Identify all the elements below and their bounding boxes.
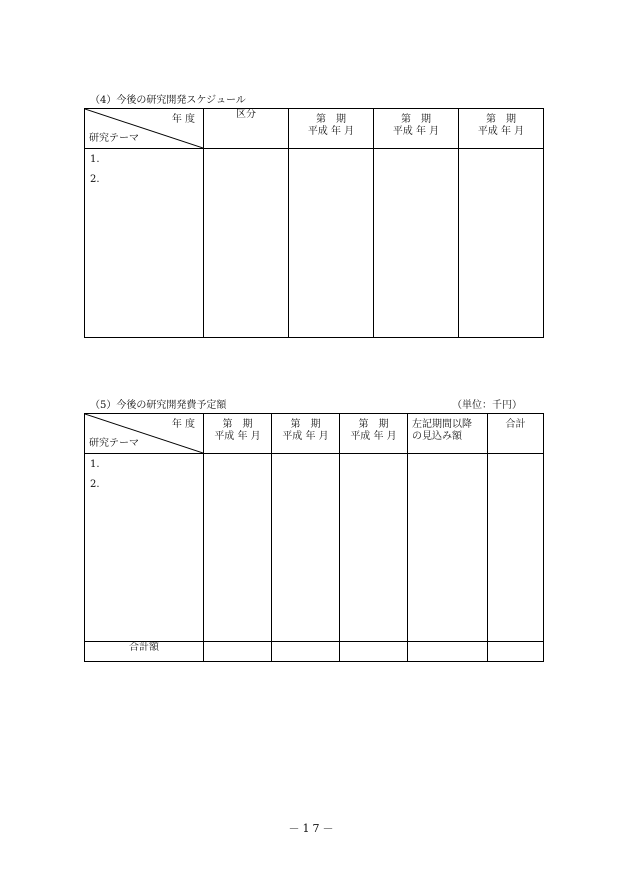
schedule-header-row (85, 109, 544, 149)
period-header-cell (340, 414, 408, 454)
period-date: 平成 年 月 (350, 431, 397, 442)
period-date: 平成 年 月 (214, 431, 261, 442)
beyond-label: 左記期間以降 (412, 419, 472, 430)
schedule-diagonal-header-cell (85, 109, 204, 149)
budget-table (84, 413, 544, 662)
empty-cell (204, 149, 289, 338)
list-item: 2. (90, 479, 100, 490)
period-header-cell (289, 109, 374, 149)
list-item: 1. (90, 459, 100, 470)
schedule-body-row (85, 149, 544, 338)
theme-list-cell (85, 149, 204, 338)
list-item: 2. (90, 174, 100, 185)
empty-cell (340, 642, 408, 662)
period-label: 第 期 (290, 419, 321, 430)
empty-cell (204, 642, 272, 662)
period-label: 第 期 (358, 419, 389, 430)
period-date: 平成 年 月 (282, 431, 329, 442)
total-amount-label: 合計額 (129, 642, 159, 653)
section5-caption: （5）今後の研究開発費予定額 (90, 400, 227, 411)
empty-cell (272, 454, 340, 642)
total-header-cell (488, 414, 544, 454)
year-label: 年 度 (171, 114, 195, 125)
empty-cell (459, 149, 544, 338)
beyond-sublabel: の見込み額 (412, 431, 462, 442)
beyond-header-cell (408, 414, 488, 454)
empty-cell (340, 454, 408, 642)
section4-caption: （4）今後の研究開発スケジュール (90, 95, 246, 106)
budget-header-row (85, 414, 544, 454)
total-amount-label-cell (85, 642, 204, 662)
period-header-cell (272, 414, 340, 454)
empty-cell (408, 642, 488, 662)
period-label: 第 期 (316, 114, 346, 125)
empty-cell (488, 642, 544, 662)
budget-body-row (85, 454, 544, 642)
category-label: 区分 (236, 109, 256, 120)
theme-label: 研究テーマ (89, 133, 139, 144)
empty-cell (488, 454, 544, 642)
period-header-cell (459, 109, 544, 149)
empty-cell (289, 149, 374, 338)
year-label: 年 度 (171, 419, 195, 430)
period-header-cell (374, 109, 459, 149)
empty-cell (204, 454, 272, 642)
empty-cell (374, 149, 459, 338)
category-header-cell (204, 109, 289, 149)
budget-diagonal-header-cell (85, 414, 204, 454)
page-number: －17－ (288, 822, 337, 835)
theme-list-cell (85, 454, 204, 642)
schedule-table (84, 108, 544, 338)
empty-cell (272, 642, 340, 662)
period-date: 平成 年 月 (307, 126, 355, 137)
list-item: 1. (90, 154, 100, 165)
period-label: 第 期 (486, 114, 516, 125)
period-date: 平成 年 月 (477, 126, 525, 137)
empty-cell (408, 454, 488, 642)
total-label: 合計 (505, 419, 526, 430)
period-header-cell (204, 414, 272, 454)
period-date: 平成 年 月 (392, 126, 440, 137)
unit-label: （単位：千円） (452, 400, 522, 411)
theme-label: 研究テーマ (89, 438, 139, 449)
budget-total-row (85, 642, 544, 662)
period-label: 第 期 (222, 419, 253, 430)
period-label: 第 期 (401, 114, 431, 125)
